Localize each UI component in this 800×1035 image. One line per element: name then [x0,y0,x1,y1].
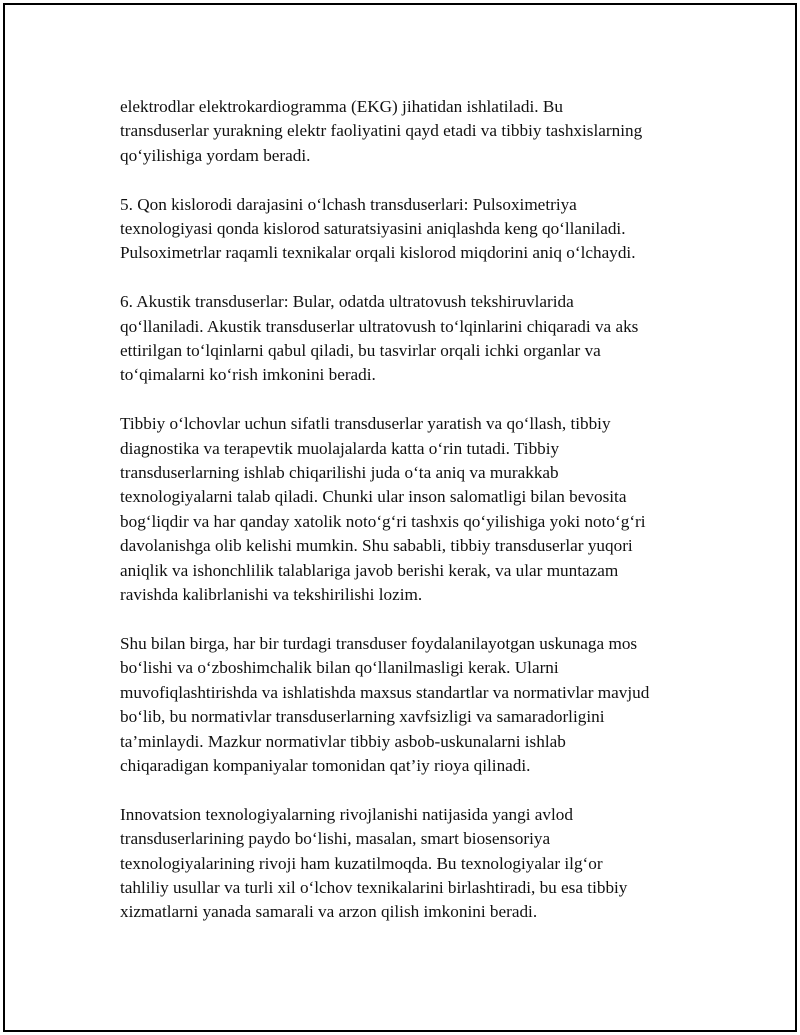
text-line: 6. Akustik transduserlar: Bular, odatda ultratovush tekshiruvlarida [120,292,574,312]
text-line: elektrodlar elektrokardiogramma (EKG) jihatidan ishlatiladi. Bu [120,97,563,116]
text-line: bog‘liqdir va har qanday xatolik noto‘g‘ri tashxis qo‘yilishiga yoki noto‘g‘ri [120,511,646,531]
text-line: texnologiyalarni talab qiladi. Chunki ular inson salomatligi bilan bevosita [120,487,627,507]
text-line: davolanishga olib kelishi mumkin. Shu sababli, tibbiy transduserlar yuqori [120,536,633,556]
text-line: Innovatsion texnologiyalarning rivojlanishi natijasida yangi avlod [120,804,573,824]
text-line: qo‘yilishiga yordam beradi. [120,145,311,165]
text-line: ettirilgan to‘lqinlarni qabul qiladi, bu tasvirlar orqali ichki organlar va [120,341,601,361]
paragraph-standards [120,632,700,778]
text-line: diagnostika va terapevtik muolajalarda katta o‘rin tutadi. Tibbiy [120,438,560,458]
text-line: bo‘lishi va o‘zboshimchalik bilan qo‘llanilmasligi kerak. Ularni [120,658,559,678]
text-line: texnologiyasi qonda kislorod saturatsiyasini aniqlashda keng qo‘llaniladi. [120,219,626,239]
text-line: 5. Qon kislorodi darajasini o‘lchash transduserlari: Pulsoximetriya [120,194,577,214]
text-line: ta’minlaydi. Mazkur normativlar tibbiy asbob-uskunalarni ishlab [120,731,566,751]
text-line: tahliliy usullar va turli xil o‘lchov texnikalarini birlashtiradi, bu esa tibbiy [120,877,628,897]
text-line: Shu bilan birga, har bir turdagi transduser foydalanilayotgan uskunaga mos [120,633,638,653]
paragraph-acoustic [120,290,700,388]
text-line: muvofiqlashtirishda va ishlatishda maxsus standartlar va normativlar mavjud [120,682,650,702]
text-line: Pulsoximetrlar raqamli texnikalar orqali kislorod miqdorini aniq o‘lchaydi. [120,243,636,263]
text-line: Tibbiy o‘lchovlar uchun sifatli transduserlar yaratish va qo‘llash, tibbiy [120,414,611,434]
text-line: bo‘lib, bu normativlar transduserlarning xavfsizligi va samaradorligini [120,707,605,727]
paragraph-ekg [120,95,700,168]
text-line: chiqaradigan kompaniyalar tomonidan qat’iy rioya qilinadi. [120,755,531,775]
page-frame [3,3,797,1032]
paragraph-blood-oxygen [120,193,700,266]
text-line: transduserlarining paydo bo‘lishi, masalan, smart biosensoriya [120,829,551,849]
text-line: texnologiyalarining rivoji ham kuzatilmoqda. Bu texnologiyalar ilg‘or [120,853,603,873]
paragraph-innovation [120,803,700,925]
paragraph-quality [120,412,700,607]
text-line: qo‘llaniladi. Akustik transduserlar ultratovush to‘lqinlarini chiqaradi va aks [120,316,639,336]
text-line: xizmatlarni yanada samarali va arzon qilish imkonini beradi. [120,902,538,922]
document-body [120,95,700,949]
text-line: aniqlik va ishonchlilik talablariga javob berishi kerak, va ular muntazam [120,560,619,580]
text-line: to‘qimalarni ko‘rish imkonini beradi. [120,365,376,385]
text-line: transduserlar yurakning elektr faoliyatini qayd etadi va tibbiy tashxislarning [120,121,643,141]
text-line: transduserlarning ishlab chiqarilishi juda o‘ta aniq va murakkab [120,463,559,483]
text-line: ravishda kalibrlanishi va tekshirilishi lozim. [120,585,423,605]
